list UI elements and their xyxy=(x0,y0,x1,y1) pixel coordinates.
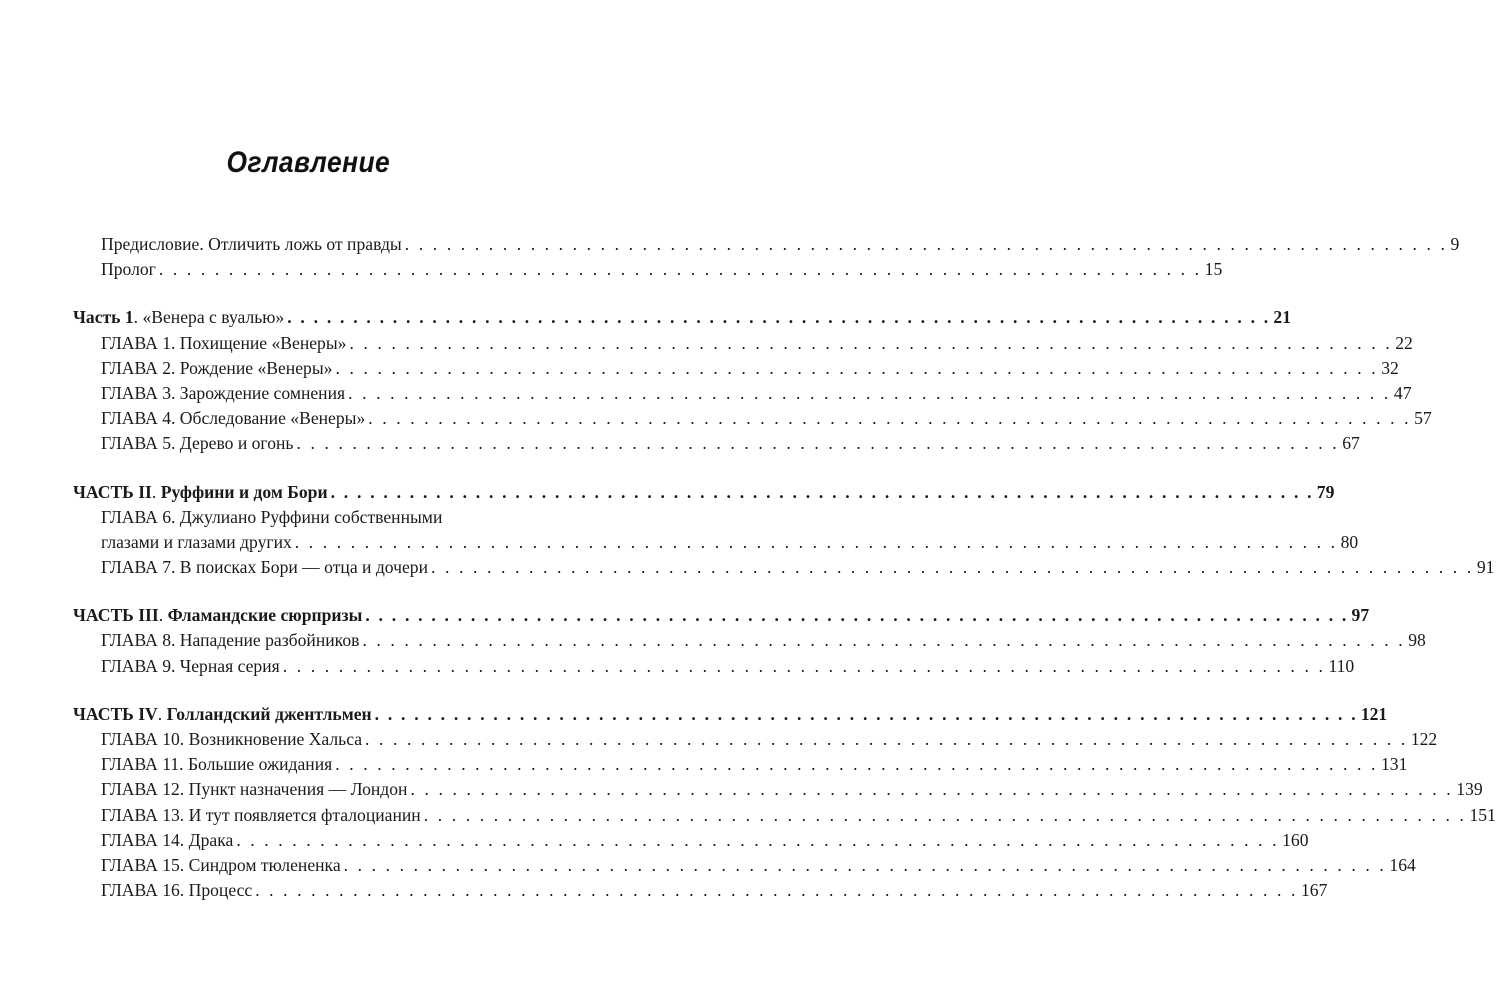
chapter-entry[interactable] xyxy=(0,727,1438,752)
entry-title: ГЛАВА 13. И тут появляется фталоцианин xyxy=(101,804,421,825)
entry-title xyxy=(73,480,328,505)
page-number: 160 xyxy=(1282,829,1309,850)
part-group xyxy=(0,603,1426,679)
chapter-entry[interactable] xyxy=(0,381,1412,406)
chapter-entry-first-line[interactable]: ГЛАВА 6. Джулиано Руффини собственными xyxy=(101,506,443,527)
entry-title: ГЛАВА 9. Черная серия xyxy=(101,655,280,676)
page-number: 91 xyxy=(1476,557,1495,578)
entry-title: ГЛАВА 8. Нападение разбойников xyxy=(101,630,360,651)
chapter-entry[interactable] xyxy=(0,878,1328,903)
page-number: 151 xyxy=(1469,804,1496,825)
chapter-entry[interactable] xyxy=(0,803,1496,828)
entry-title: ГЛАВА 4. Обследование «Венеры» xyxy=(101,408,366,429)
page-number: 32 xyxy=(1381,357,1399,378)
entry-title: ГЛАВА 14. Драка xyxy=(101,829,234,850)
page-number: 15 xyxy=(1204,259,1223,280)
part-separator: . xyxy=(133,307,143,328)
dot-leader: . . . . . . . . . . . . . . . . . . . . . . . . . . . . . . . . . . . . . . . . . . . . . . . . . . . . . . . . . . . . . . . . . . . . . . . . . . . xyxy=(296,433,1340,454)
entry-title: Пролог xyxy=(101,259,156,280)
dot-leader: . . . . . . . . . . . . . . . . . . . . . . . . . . . . . . . . . . . . . . . . . . . . . . . . . . . . . . . . . . . . . . . . . . . . . . . . . . . xyxy=(330,481,1314,502)
dot-leader: . . . . . . . . . . . . . . . . . . . . . . . . . . . . . . . . . . . . . . . . . . . . . . . . . . . . . . . . . . . . . . . . . . . . . . . . . . . xyxy=(368,408,1412,429)
table-of-contents xyxy=(0,232,1496,926)
part-title: «Венера с вуалью» xyxy=(142,307,285,328)
entry-title: ГЛАВА 7. В поисках Бори — отца и дочери xyxy=(101,557,429,578)
page-number: 122 xyxy=(1410,729,1438,749)
part-heading[interactable] xyxy=(0,702,1388,727)
part-label: ЧАСТЬ II xyxy=(73,481,152,502)
chapter-entry[interactable] xyxy=(0,828,1309,853)
entry-title: ГЛАВА 11. Большие ожидания xyxy=(101,754,333,775)
page-number: 97 xyxy=(1351,605,1370,626)
page-number: 79 xyxy=(1316,481,1335,502)
part-separator: . xyxy=(151,481,161,502)
chapter-entry[interactable] xyxy=(0,356,1399,381)
chapter-entry[interactable] xyxy=(0,331,1413,356)
part-label: ЧАСТЬ III xyxy=(73,605,159,626)
dot-leader: . . . . . . . . . . . . . . . . . . . . . . . . . . . . . . . . . . . . . . . . . . . . . . . . . . . . . . . . . . . . . . . . . . . . . . . . . . . xyxy=(349,332,1393,353)
dot-leader: . . . . . . . . . . . . . . . . . . . . . . . . . . . . . . . . . . . . . . . . . . . . . . . . . . . . . . . . . . . . . . . . . . . . . . . . . . . xyxy=(365,605,1349,626)
dot-leader: . . . . . . . . . . . . . . . . . . . . . . . . . . . . . . . . . . . . . . . . . . . . . . . . . . . . . . . . . . . . . . . . . . . . . . . . . . . xyxy=(294,531,1338,552)
dot-leader: . . . . . . . . . . . . . . . . . . . . . . . . . . . . . . . . . . . . . . . . . . . . . . . . . . . . . . . . . . . . . . . . . . . . . . . . . . . xyxy=(335,357,1379,378)
dot-leader: . . . . . . . . . . . . . . . . . . . . . . . . . . . . . . . . . . . . . . . . . . . . . . . . . . . . . . . . . . . . . . . . . . . . . . . . . . . xyxy=(287,307,1271,328)
dot-leader: . . . . . . . . . . . . . . . . . . . . . . . . . . . . . . . . . . . . . . . . . . . . . . . . . . . . . . . . . . . . . . . . . . . . . . . . . . . xyxy=(404,234,1448,254)
part-group xyxy=(0,480,1495,581)
entry-title xyxy=(73,305,284,330)
page-number: 80 xyxy=(1340,531,1359,552)
entry-title: ГЛАВА 1. Похищение «Венеры» xyxy=(101,332,347,353)
page-number: 98 xyxy=(1408,630,1426,651)
page-number: 57 xyxy=(1414,408,1432,429)
part-title: Голландский джентльмен xyxy=(166,703,372,724)
part-heading[interactable] xyxy=(0,480,1335,505)
part-heading[interactable] xyxy=(0,305,1291,330)
dot-leader: . . . . . . . . . . . . . . . . . . . . . . . . . . . . . . . . . . . . . . . . . . . . . . . . . . . . . . . . . . . . . . . . . . . . . . . . . . . xyxy=(365,729,1408,749)
part-title: Фламандские сюрпризы xyxy=(167,605,363,626)
entry-title: ГЛАВА 12. Пункт назначения — Лондон xyxy=(101,779,408,800)
part-label: Часть 1 xyxy=(73,307,134,328)
front-matter-group xyxy=(0,232,1460,282)
part-separator: . xyxy=(157,703,167,724)
chapter-entry[interactable] xyxy=(0,654,1355,679)
chapter-entry[interactable] xyxy=(0,431,1360,456)
page-number: 121 xyxy=(1360,703,1388,724)
entry-title: глазами и глазами других xyxy=(101,531,292,552)
page-number: 47 xyxy=(1393,382,1412,403)
page-title: Оглавление xyxy=(226,146,391,179)
entry-title xyxy=(73,603,362,628)
page-number: 9 xyxy=(1450,234,1460,254)
chapter-entry[interactable] xyxy=(0,530,1359,555)
chapter-entry[interactable] xyxy=(0,777,1483,802)
dot-leader: . . . . . . . . . . . . . . . . . . . . . . . . . . . . . . . . . . . . . . . . . . . . . . . . . . . . . . . . . . . . . . . . . . . . . . . . . . . xyxy=(343,854,1387,875)
dot-leader: . . . . . . . . . . . . . . . . . . . . . . . . . . . . . . . . . . . . . . . . . . . . . . . . . . . . . . . . . . . . . . . . . . . . . . . . . . . xyxy=(431,557,1474,578)
front-matter-entry[interactable] xyxy=(0,257,1223,282)
entry-title: ГЛАВА 3. Зарождение сомнения xyxy=(101,382,346,403)
part-label: ЧАСТЬ IV xyxy=(73,703,158,724)
part-title: Руффини и дом Бори xyxy=(160,481,328,502)
page-number: 110 xyxy=(1328,655,1355,676)
page-number: 139 xyxy=(1456,779,1483,800)
chapter-entry[interactable] xyxy=(0,555,1495,580)
entry-title: ГЛАВА 2. Рождение «Венеры» xyxy=(101,357,333,378)
front-matter-entry[interactable] xyxy=(0,232,1460,257)
page-number: 131 xyxy=(1381,754,1408,775)
page-number: 21 xyxy=(1273,307,1291,328)
entry-title: Предисловие. Отличить ложь от правды xyxy=(101,234,402,254)
dot-leader: . . . . . . . . . . . . . . . . . . . . . . . . . . . . . . . . . . . . . . . . . . . . . . . . . . . . . . . . . . . . . . . . . . . . . . . . . . . xyxy=(236,829,1280,850)
dot-leader: . . . . . . . . . . . . . . . . . . . . . . . . . . . . . . . . . . . . . . . . . . . . . . . . . . . . . . . . . . . . . . . . . . . . . . . . . . . xyxy=(374,703,1358,724)
entry-title xyxy=(73,702,372,727)
dot-leader: . . . . . . . . . . . . . . . . . . . . . . . . . . . . . . . . . . . . . . . . . . . . . . . . . . . . . . . . . . . . . . . . . . . . . . . . . . . xyxy=(410,779,1454,800)
entry-title: ГЛАВА 5. Дерево и огонь xyxy=(101,433,294,454)
dot-leader: . . . . . . . . . . . . . . . . . . . . . . . . . . . . . . . . . . . . . . . . . . . . . . . . . . . . . . . . . . . . . . . . . . . . . . . . . . . xyxy=(282,655,1326,676)
entry-title: ГЛАВА 15. Синдром тюлененка xyxy=(101,854,341,875)
dot-leader: . . . . . . . . . . . . . . . . . . . . . . . . . . . . . . . . . . . . . . . . . . . . . . . . . . . . . . . . . . . . . . . . . . . . . . . . . . . xyxy=(255,880,1298,901)
page-number: 67 xyxy=(1342,433,1360,454)
dot-leader: . . . . . . . . . . . . . . . . . . . . . . . . . . . . . . . . . . . . . . . . . . . . . . . . . . . . . . . . . . . . . . . . . . . . . . . . . . . xyxy=(423,804,1467,825)
dot-leader: . . . . . . . . . . . . . . . . . . . . . . . . . . . . . . . . . . . . . . . . . . . . . . . . . . . . . . . . . . . . . . . . . . . . . . . . . . . xyxy=(335,754,1378,775)
chapter-entry[interactable] xyxy=(0,406,1432,431)
dot-leader: . . . . . . . . . . . . . . . . . . . . . . . . . . . . . . . . . . . . . . . . . . . . . . . . . . . . . . . . . . . . . . . . . . . . . . . . . . . xyxy=(362,630,1406,651)
page-number: 167 xyxy=(1300,880,1328,901)
chapter-entry[interactable] xyxy=(0,752,1408,777)
chapter-entry[interactable] xyxy=(0,853,1416,878)
part-group xyxy=(0,702,1496,904)
dot-leader: . . . . . . . . . . . . . . . . . . . . . . . . . . . . . . . . . . . . . . . . . . . . . . . . . . . . . . . . . . . . . . . . . . . . . . . . . . . xyxy=(158,259,1202,280)
chapter-entry[interactable] xyxy=(0,628,1426,653)
entry-title: ГЛАВА 10. Возникновение Хальса xyxy=(101,729,363,749)
part-heading[interactable] xyxy=(0,603,1370,628)
dot-leader: . . . . . . . . . . . . . . . . . . . . . . . . . . . . . . . . . . . . . . . . . . . . . . . . . . . . . . . . . . . . . . . . . . . . . . . . . . . xyxy=(348,382,1391,403)
entry-title: ГЛАВА 16. Процесс xyxy=(101,880,253,901)
page-number: 22 xyxy=(1395,332,1413,353)
page-number: 164 xyxy=(1389,854,1416,875)
part-separator: . xyxy=(158,605,168,626)
part-group xyxy=(0,305,1432,456)
